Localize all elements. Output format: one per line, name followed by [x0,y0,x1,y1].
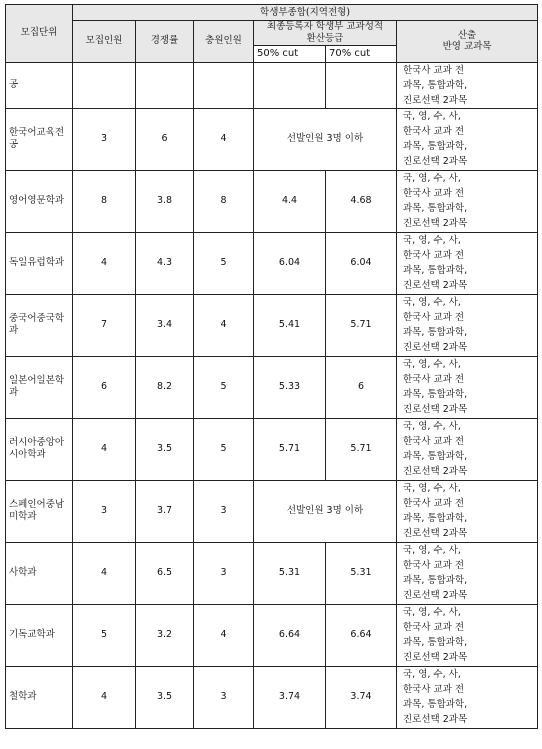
subject-line: 한국사 교과 전 [403,560,465,572]
header-grade [254,21,397,46]
cell-subjects [397,232,538,294]
cell-cut70: 6.64 [326,604,397,666]
cell-quota: 3 [73,108,136,170]
cell-subjects [397,418,538,480]
header-calc-line2: 반영 교과목 [442,41,492,53]
table-row [6,418,538,480]
cell-subjects [397,62,538,108]
cell-subjects [397,604,538,666]
cell-cut50: 4.4 [254,170,326,232]
subject-line: 한국사 교과 전 [403,622,465,634]
header-cut50: 50% cut [254,45,326,62]
cell-merged-note: 선발인원 3명 이하 [254,480,397,542]
subject-line: 국, 영, 수, 사, [403,669,461,681]
cell-unit: 스페인어중남미학과 [6,480,73,542]
cell-filled: 8 [194,170,254,232]
cell-subjects [397,542,538,604]
cell-filled: 3 [194,480,254,542]
cell-cut70: 6 [326,356,397,418]
cell-filled: 4 [194,294,254,356]
subject-line: 과목, 통합과학, [403,575,468,587]
cell-cut70: 5.31 [326,542,397,604]
subject-line: 진로선택 2과목 [403,590,468,602]
cell-filled: 5 [194,232,254,294]
cell-unit: 러시아중앙아시아학과 [6,418,73,480]
subject-line: 과목, 통합과학, [403,451,468,463]
cell-unit: 중국어중국학과 [6,294,73,356]
subject-line: 한국사 교과 전 [403,374,465,386]
cell-competition: 8.2 [136,356,194,418]
subject-line: 국, 영, 수, 사, [403,235,461,247]
cell-merged-note: 선발인원 3명 이하 [254,108,397,170]
subject-line: 국, 영, 수, 사, [403,173,461,185]
cell-cut50: 5.41 [254,294,326,356]
cell-unit: 사학과 [6,542,73,604]
subject-line: 한국사 교과 전 [403,498,465,510]
table-header [6,5,538,63]
cell-subjects [397,666,538,728]
cell-quota: 4 [73,666,136,728]
subject-line: 과목, 통합과학, [403,265,468,277]
subject-line: 과목, 통합과학, [403,699,468,711]
subject-line: 국, 영, 수, 사, [403,421,461,433]
cell-competition: 6 [136,108,194,170]
cell-filled: 4 [194,108,254,170]
subject-line: 한국사 교과 전 [403,436,465,448]
cell-filled: 5 [194,418,254,480]
subject-line: 한국사 교과 전 [403,684,465,696]
cell-unit: 독일유럽학과 [6,232,73,294]
cell-filled: 4 [194,604,254,666]
cell-cut50: 6.04 [254,232,326,294]
table-row [6,666,538,728]
header-calc [397,21,538,63]
cell-unit: 기독교학과 [6,604,73,666]
subject-line: 국, 영, 수, 사, [403,545,461,557]
subject-line: 과목, 통합과학, [403,203,468,215]
cell-unit: 한국어교육전공 [6,108,73,170]
cell-quota: 4 [73,232,136,294]
cell-quota [73,62,136,108]
subject-line: 진로선택 2과목 [403,466,468,478]
subject-line: 진로선택 2과목 [403,404,468,416]
cell-competition: 3.7 [136,480,194,542]
subject-line: 진로선택 2과목 [403,652,468,664]
header-calc-line1: 산출 [457,29,477,41]
header-competition: 경쟁률 [136,21,194,63]
cell-subjects [397,480,538,542]
subject-line: 과목, 통합과학, [403,327,468,339]
subject-line: 과목, 통합과학, [403,141,468,153]
subject-line: 진로선택 2과목 [403,280,468,292]
cell-cut50: 5.31 [254,542,326,604]
cell-competition: 3.4 [136,294,194,356]
cell-cut70 [326,62,397,108]
cell-cut50: 6.64 [254,604,326,666]
subject-line: 국, 영, 수, 사, [403,297,461,309]
cell-quota: 3 [73,480,136,542]
header-group: 학생부종합(지역전형) [73,5,538,21]
cell-unit: 공 [6,62,73,108]
subject-line: 진로선택 2과목 [403,218,468,230]
header-grade-line2: 환산등급 [306,32,344,44]
table-row [6,170,538,232]
subject-line: 한국사 교과 전 [403,188,465,200]
cell-competition: 4.3 [136,232,194,294]
table-row [6,542,538,604]
subject-line: 진로선택 2과목 [403,156,468,168]
header-cut70: 70% cut [326,45,397,62]
subject-line: 과목, 통합과학, [403,389,468,401]
subject-line: 국, 영, 수, 사, [403,359,461,371]
cell-filled: 3 [194,666,254,728]
cell-subjects [397,108,538,170]
admissions-table [5,4,538,729]
subject-line: 한국사 교과 전 [403,312,465,324]
cell-cut50: 5.71 [254,418,326,480]
cell-quota: 5 [73,604,136,666]
cell-cut50 [254,62,326,108]
cell-cut70: 4.68 [326,170,397,232]
cell-cut70: 5.71 [326,418,397,480]
cell-unit: 철학과 [6,666,73,728]
header-quota: 모집인원 [73,21,136,63]
subject-line: 과목, 통합과학, [403,79,468,91]
cell-cut70: 5.71 [326,294,397,356]
cell-quota: 4 [73,542,136,604]
subject-line: 진로선택 2과목 [403,714,468,726]
table-row [6,356,538,418]
subject-line: 진로선택 2과목 [403,94,468,106]
header-filled: 충원인원 [194,21,254,63]
cell-competition: 6.5 [136,542,194,604]
header-grade-line1: 최종등록자 학생부 교과성적 [266,21,384,32]
header-unit: 모집단위 [6,5,73,63]
table-row [6,232,538,294]
subject-line: 국, 영, 수, 사, [403,483,461,495]
cell-filled: 3 [194,542,254,604]
cell-subjects [397,294,538,356]
cell-cut50: 5.33 [254,356,326,418]
cell-quota: 6 [73,356,136,418]
cell-filled [194,62,254,108]
cell-filled: 5 [194,356,254,418]
cell-quota: 8 [73,170,136,232]
table-row [6,604,538,666]
cell-competition [136,62,194,108]
table-row [6,62,538,108]
table-body [6,62,538,728]
cell-subjects [397,170,538,232]
subject-line: 국, 영, 수, 사, [403,111,461,123]
cell-cut70: 6.04 [326,232,397,294]
subject-line: 진로선택 2과목 [403,528,468,540]
cell-quota: 4 [73,418,136,480]
subject-line: 한국사 교과 전 [403,126,465,138]
subject-line: 과목, 통합과학, [403,637,468,649]
cell-competition: 3.2 [136,604,194,666]
subject-line: 한국사 교과 전 [403,64,465,76]
subject-line: 한국사 교과 전 [403,250,465,262]
table-row [6,480,538,542]
subject-line: 과목, 통합과학, [403,513,468,525]
cell-subjects [397,356,538,418]
cell-competition: 3.8 [136,170,194,232]
subject-line: 국, 영, 수, 사, [403,607,461,619]
table-row [6,108,538,170]
cell-unit: 영어영문학과 [6,170,73,232]
cell-quota: 7 [73,294,136,356]
cell-competition: 3.5 [136,418,194,480]
subject-line: 진로선택 2과목 [403,342,468,354]
cell-unit: 일본어일본학과 [6,356,73,418]
cell-cut50: 3.74 [254,666,326,728]
cell-competition: 3.5 [136,666,194,728]
cell-cut70: 3.74 [326,666,397,728]
table-row [6,294,538,356]
